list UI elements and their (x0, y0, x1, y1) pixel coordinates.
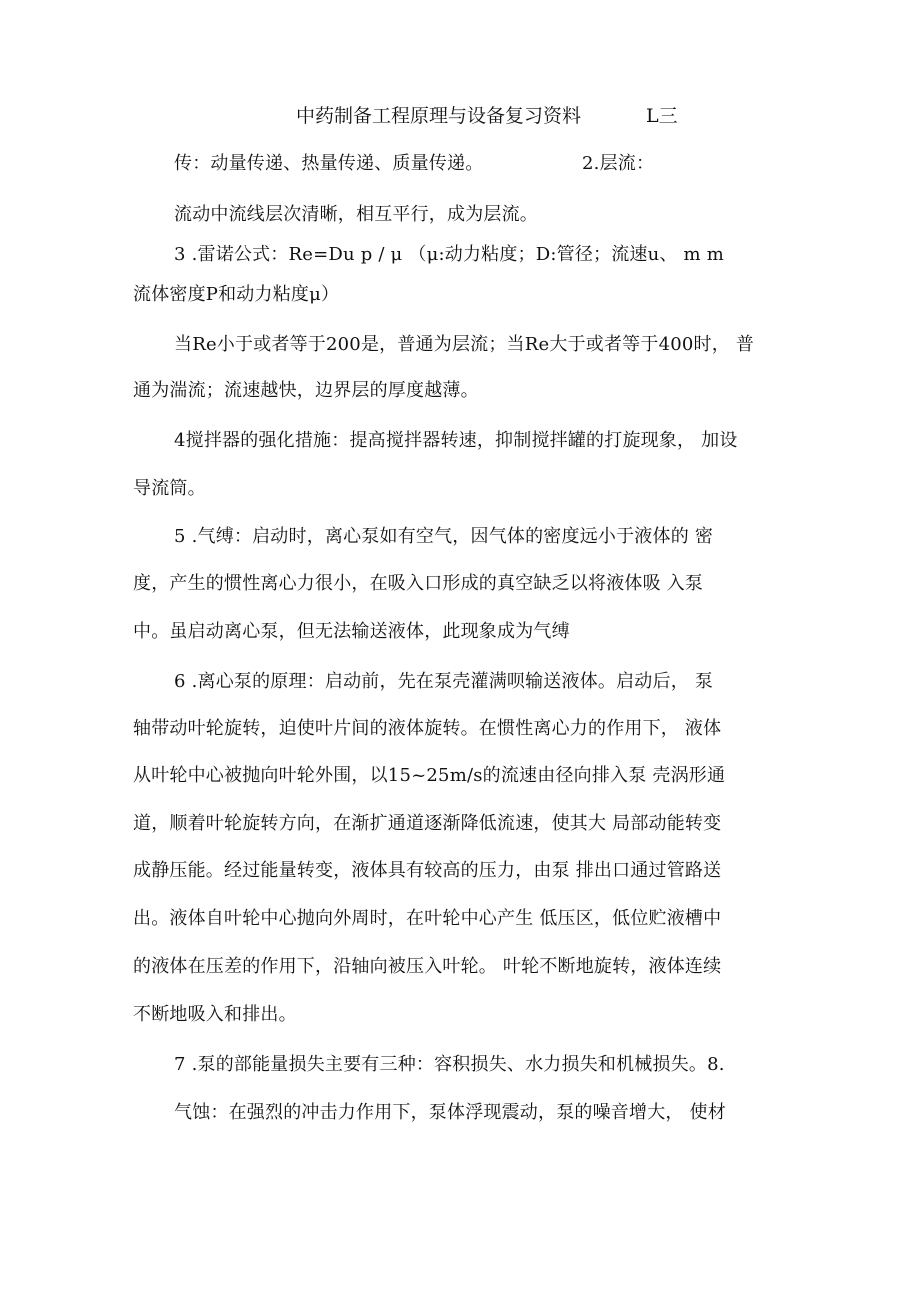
text-line-12: 6 .离心泵的原理：启动前，先在泵壳灌满呗输送液体。启动后， 泵 (174, 671, 714, 692)
text-line-3: 3 .雷诺公式：Re=Du p / μ （μ:动力粘度；D:管径；流速u、 m m (174, 244, 725, 265)
text-line-4: 流体密度P和动力粘度μ） (133, 284, 340, 305)
text-line-19: 不断地吸入和排出。 (133, 1004, 297, 1025)
text-line-11: 中。虽启动离心泵，但无法输送液体，此现象成为气缚 (133, 621, 570, 642)
text-line-20: 7 .泵的部能量损失主要有三种：容积损失、水力损失和机械损失。8. (174, 1054, 725, 1075)
text-line-16: 成静压能。经过能量转变，液体具有较高的压力，由泵 排出口通过管路送 (133, 860, 722, 881)
text-line-5: 当Re小于或者等于200是，普通为层流；当Re大于或者等于400时， 普 (174, 334, 755, 355)
document-title: 中药制备工程原理与设备复习资料 (296, 105, 582, 127)
text-line-21: 气蚀：在强烈的冲击力作用下，泵体浮现震动，泵的噪音增大， 使材 (174, 1102, 726, 1123)
text-line-15: 道，顺着叶轮旋转方向，在渐扩通道逐渐降低流速，使其大 局部动能转变 (133, 813, 722, 834)
document-title-suffix: L三 (646, 105, 678, 127)
text-line-13: 轴带动叶轮旋转，迫使叶片间的液体旋转。在惯性离心力的作用下， 液体 (133, 718, 722, 739)
text-line-14: 从叶轮中心被抛向叶轮外围，以15~25m∕s的流速由径向排入泵 壳涡形通 (133, 765, 726, 786)
text-line-7: 4搅拌器的强化措施：提高搅拌器转速，抑制搅拌罐的打旋现象， 加设 (174, 430, 738, 451)
text-line-8: 导流筒。 (133, 478, 206, 499)
text-line-17: 出。液体自叶轮中心抛向外周时，在叶轮中心产生 低压区，低位贮液槽中 (133, 908, 722, 929)
text-line-10: 度，产生的惯性离心力很小，在吸入口形成的真空缺乏以将液体吸 入泵 (133, 573, 704, 594)
text-line-6: 通为湍流；流速越快，边界层的厚度越薄。 (133, 380, 479, 401)
text-line-1b: 2.层流： (582, 153, 655, 174)
text-line-9: 5 .气缚：启动时，离心泵如有空气，因气体的密度远小于液体的 密 (174, 526, 714, 547)
text-line-1a: 传：动量传递、热量传递、质量传递。 (174, 153, 484, 174)
text-line-2: 流动中流线层次清晰，相互平行，成为层流。 (174, 204, 538, 225)
text-line-18: 的液体在压差的作用下，沿轴向被压入叶轮。 叶轮不断地旋转，液体连续 (133, 956, 722, 977)
